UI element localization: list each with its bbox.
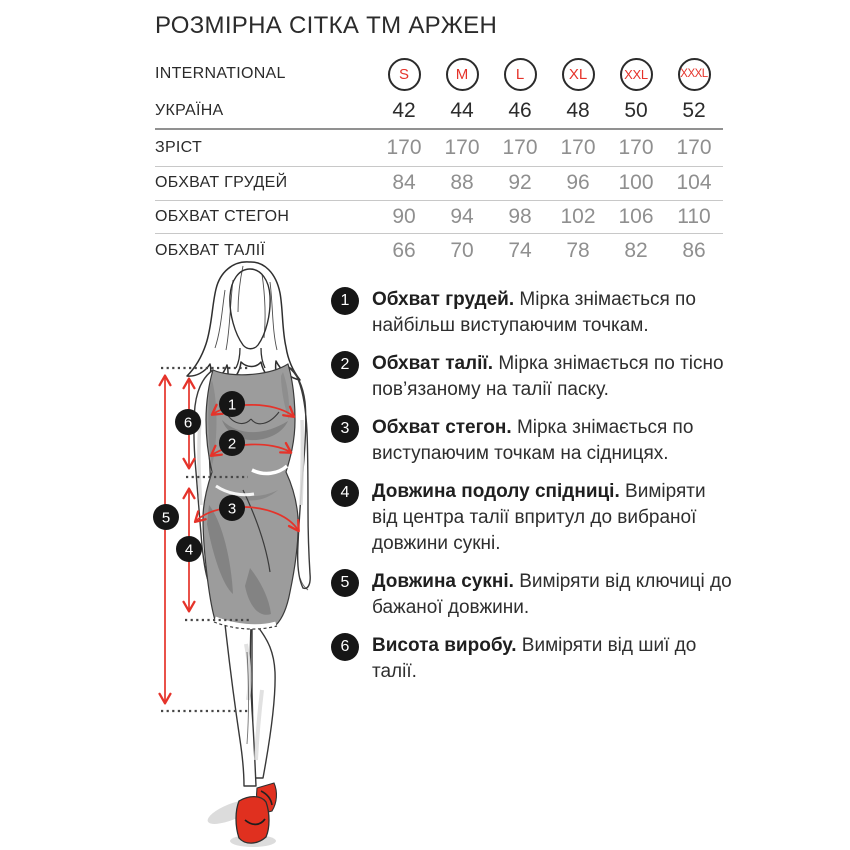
table-cell: 86 — [682, 238, 706, 262]
table-cell: 74 — [508, 238, 532, 262]
table-row-hips — [155, 201, 723, 235]
table-cell: 66 — [392, 238, 416, 262]
table-cell: 44 — [450, 99, 474, 122]
table-row-ukraine — [155, 94, 723, 130]
row-label: ОБХВАТ ТАЛІЇ — [155, 241, 266, 259]
legs — [225, 624, 275, 786]
marker-2 — [219, 430, 245, 456]
row-label: ОБХВАТ ГРУДЕЙ — [155, 174, 288, 192]
table-cell — [607, 58, 665, 91]
size-badge-s: S — [388, 58, 421, 91]
legend-number-badge: 6 — [331, 633, 359, 661]
legend-term: Обхват талії. — [372, 353, 494, 374]
svg-text:1: 1 — [227, 396, 237, 414]
svg-text:2: 2 — [227, 435, 237, 453]
table-cell: 42 — [392, 99, 416, 122]
legend-term: Висота виробу. — [372, 635, 517, 656]
table-cell: 110 — [677, 204, 711, 228]
legend-description: Мірка знімається по виступаючим точкам на сідницях. — [372, 417, 694, 464]
table-cell — [433, 58, 491, 91]
legend-term: Довжина подолу спідниці. — [372, 481, 620, 502]
legend-number-badge: 2 — [331, 351, 359, 379]
table-cell: 90 — [392, 204, 416, 228]
table-cell: 170 — [560, 136, 596, 159]
table-cell: 52 — [682, 99, 706, 122]
size-badge-m: M — [446, 58, 479, 91]
table-cell — [549, 58, 607, 91]
table-cell: 48 — [566, 99, 590, 122]
table-cell: 92 — [508, 171, 532, 195]
table-row-bust — [155, 167, 723, 201]
legend-item-5 — [331, 569, 733, 621]
table-cell: 46 — [508, 99, 532, 122]
table-cell: 102 — [560, 204, 596, 228]
table-cell — [665, 58, 723, 91]
size-table — [155, 54, 723, 267]
red-heels — [236, 783, 276, 843]
marker-5 — [153, 504, 179, 530]
legend-description: Мірка знімається по тісно пов’язаному на талії паску. — [372, 353, 724, 400]
legend-item-4 — [331, 479, 733, 557]
legend-term: Довжина сукні. — [372, 571, 514, 592]
legend-item-1 — [331, 287, 733, 339]
table-cell: 106 — [618, 204, 654, 228]
table-row-height — [155, 130, 723, 167]
legend-description: Мірка знімається по найбільш виступаючим точкам. — [372, 289, 696, 336]
table-cell: 170 — [502, 136, 538, 159]
woman-figure-illustration — [138, 258, 338, 848]
legend-item-3 — [331, 415, 733, 467]
table-cell: 104 — [676, 171, 712, 195]
table-cell: 70 — [450, 238, 474, 262]
row-label: ЗРІСТ — [155, 139, 203, 156]
marker-4 — [176, 536, 202, 562]
table-cell — [375, 58, 433, 91]
table-row-international — [155, 54, 723, 94]
size-badge-l: L — [504, 58, 537, 91]
marker-6 — [175, 409, 201, 435]
table-cell: 94 — [450, 204, 474, 228]
marker-1 — [219, 391, 245, 417]
table-cell: 170 — [676, 136, 712, 159]
legend-term: Обхват стегон. — [372, 417, 512, 438]
table-cell: 170 — [386, 136, 422, 159]
row-label: УКРАЇНА — [155, 102, 224, 119]
marker-3 — [219, 495, 245, 521]
table-cell: 96 — [566, 171, 590, 195]
size-badge-xl: XL — [562, 58, 595, 91]
table-cell: 98 — [508, 204, 532, 228]
size-badge-xxxl: XXXL — [678, 58, 711, 91]
table-cell: 78 — [566, 238, 590, 262]
row-label: ОБХВАТ СТЕГОН — [155, 207, 290, 225]
legend-term: Обхват грудей. — [372, 289, 515, 310]
table-cell: 82 — [624, 238, 648, 262]
legend-description: Виміряти від шиї до талії. — [372, 635, 697, 682]
table-cell: 50 — [624, 99, 648, 122]
legend-description: Виміряти від центра талії впритул до вибраної довжини сукні. — [372, 481, 706, 554]
svg-text:6: 6 — [183, 414, 193, 432]
row-label: INTERNATIONAL — [155, 65, 286, 82]
page-title: РОЗМІРНА СІТКА ТМ АРЖЕН — [155, 12, 498, 39]
measurement-legend — [331, 287, 733, 697]
legend-item-6 — [331, 633, 733, 685]
table-cell — [491, 58, 549, 91]
table-cell: 170 — [444, 136, 480, 159]
table-cell: 170 — [618, 136, 654, 159]
svg-text:5: 5 — [161, 509, 171, 527]
svg-text:4: 4 — [184, 541, 194, 559]
size-badge-xxl: XXL — [620, 58, 653, 91]
legend-number-badge: 5 — [331, 569, 359, 597]
table-cell: 88 — [450, 171, 474, 195]
dress — [203, 364, 298, 629]
svg-text:3: 3 — [227, 500, 237, 518]
legend-number-badge: 3 — [331, 415, 359, 443]
table-cell: 84 — [392, 171, 416, 195]
legend-item-2 — [331, 351, 733, 403]
legend-number-badge: 1 — [331, 287, 359, 315]
legend-number-badge: 4 — [331, 479, 359, 507]
table-cell: 100 — [618, 171, 654, 195]
legend-description: Виміряти від ключиці до бажаної довжини. — [372, 571, 732, 618]
